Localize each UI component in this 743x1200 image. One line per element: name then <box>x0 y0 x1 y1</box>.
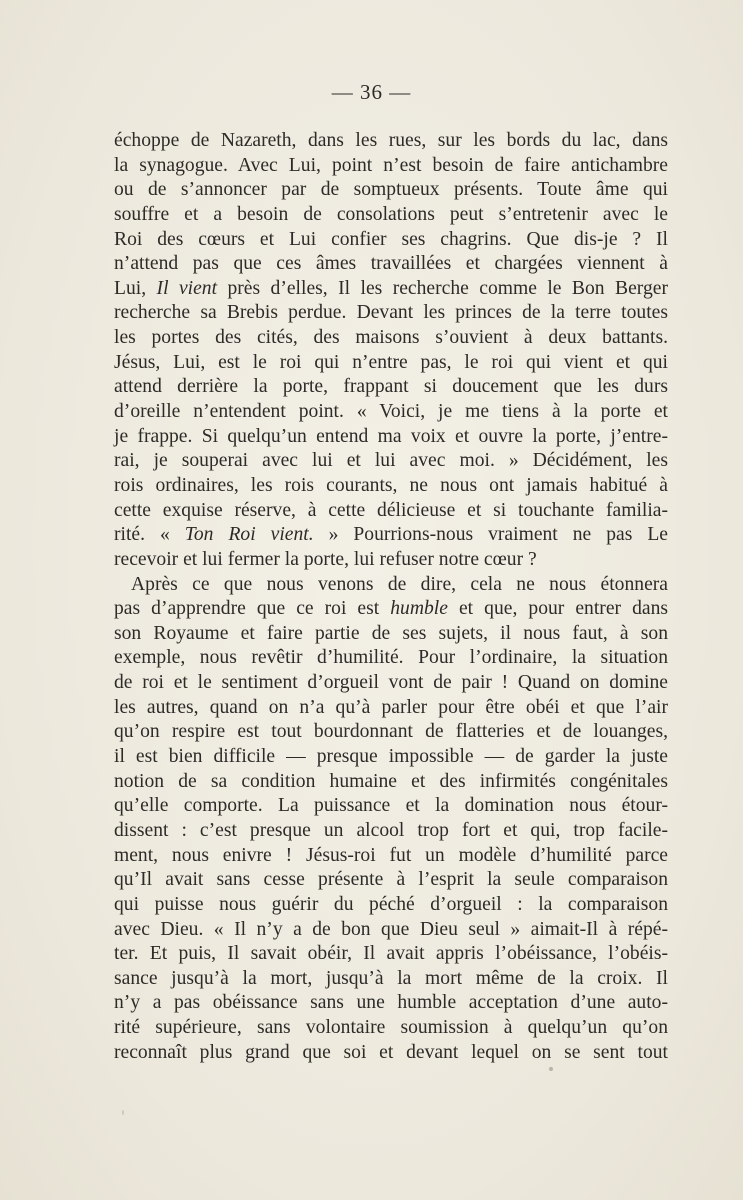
text-line-content: près d’elles, Il les recherche comme le Bon Berger <box>217 277 668 299</box>
text-line <box>114 203 668 228</box>
text-line <box>114 720 668 745</box>
text-line-content: rité supérieure, sans volontaire soumission à quelqu’un qu’on <box>114 1017 668 1039</box>
text-line <box>114 696 668 721</box>
text-line-content: souffre et a besoin de consolations peut s’entretenir avec le <box>114 203 668 225</box>
text-line <box>114 671 668 696</box>
text-line-content: » Pourrions-nous vraiment ne pas Le <box>313 524 668 546</box>
text-line <box>114 573 668 598</box>
text-line <box>114 228 668 253</box>
text-line-content: de roi et le sentiment d’orgueil vont de pair ! Quand on domine <box>114 672 668 694</box>
text-line-content: qu’Il avait sans cesse présente à l’esprit la seule comparaison <box>114 869 668 891</box>
text-line-content: Après ce que nous venons de dire, cela ne nous étonnera <box>131 573 668 595</box>
text-line <box>114 918 668 943</box>
text-line <box>114 499 668 524</box>
page-number: — 36 — <box>331 80 412 104</box>
text-line <box>114 991 668 1016</box>
text-line <box>114 1016 668 1041</box>
text-line-content: échoppe de Nazareth, dans les rues, sur les bords du lac, dans <box>114 130 668 151</box>
text-line-content: notion de sa condition humaine et des infirmités congénitales <box>114 770 668 792</box>
text-line-content: reconnaît plus grand que soi et devant lequel on se sent tout <box>114 1041 668 1063</box>
text-line <box>114 375 668 400</box>
paper-speck <box>549 1067 553 1071</box>
text-line-content: qui puisse nous guérir du péché d’orgueil : la comparaison <box>114 893 668 915</box>
text-line-content: d’oreille n’entendent point. « Voici, je me tiens à la porte et <box>114 401 668 423</box>
text-line <box>114 351 668 376</box>
italic-phrase: Il vient <box>156 277 218 299</box>
text-line <box>114 622 668 647</box>
text-line <box>114 967 668 992</box>
text-line-content: avec Dieu. « Il n’y a de bon que Dieu seul » aimait-Il à répé- <box>114 918 668 940</box>
text-line <box>114 844 668 869</box>
text-line <box>114 523 668 548</box>
text-line <box>114 154 668 179</box>
text-line <box>114 942 668 967</box>
italic-phrase: humble <box>390 598 448 620</box>
text-line-content: et que, pour entrer dans <box>447 598 668 620</box>
text-line-content: il est bien difficile — presque impossible — de garder la juste <box>114 746 668 768</box>
text-line <box>114 400 668 425</box>
text-line <box>114 893 668 918</box>
text-line-content: n’attend pas que ces âmes travaillées et chargées viennent à <box>114 253 668 275</box>
text-line-content: exemple, nous revêtir d’humilité. Pour l’ordinaire, la situation <box>114 647 668 669</box>
text-line-content: rois ordinaires, les rois courants, ne nous ont jamais habitué à <box>114 474 668 496</box>
text-line-content: rai, je souperai avec lui et lui avec moi. » Décidément, les <box>114 450 668 472</box>
text-line <box>114 301 668 326</box>
text-line <box>114 597 668 622</box>
text-line <box>114 277 668 302</box>
text-line-content: recevoir et lui fermer la porte, lui refuser notre cœur ? <box>114 548 537 570</box>
text-line <box>114 326 668 351</box>
text-line-content: les autres, quand on n’a qu’à parler pour être obéi et que l’air <box>114 696 668 718</box>
text-line-content: attend derrière la porte, frappant si doucement que les durs <box>114 376 668 398</box>
text-line-content: qu’elle comporte. La puissance et la domination nous étour- <box>114 795 668 817</box>
text-line-content: cette exquise réserve, à cette délicieuse et si touchante familia- <box>114 499 668 521</box>
text-line <box>114 819 668 844</box>
text-line-content: pas d’apprendre que ce roi est <box>114 598 391 620</box>
text-line-content: les portes des cités, des maisons s’ouvient à deux battants. <box>114 327 668 349</box>
paper-speck <box>122 1110 124 1115</box>
text-line-content: je frappe. Si quelqu’un entend ma voix et ouvre la porte, j’entre- <box>114 425 668 447</box>
text-line <box>114 449 668 474</box>
text-line <box>114 178 668 203</box>
text-line-content: ou de s’annoncer par de somptueux présents. Toute âme qui <box>114 179 668 201</box>
text-line <box>114 745 668 770</box>
text-line <box>114 868 668 893</box>
text-line-content: dissent : c’est presque un alcool trop fort et qui, trop facile- <box>114 819 668 841</box>
text-line <box>114 548 668 573</box>
text-line <box>114 129 668 154</box>
text-line-content: Roi des cœurs et Lui confier ses chagrins. Que dis-je ? Il <box>114 228 668 250</box>
text-line-content: rité. « <box>114 524 185 546</box>
body-text <box>114 129 668 1065</box>
text-line-content: n’y a pas obéissance sans une humble acceptation d’une auto- <box>114 992 668 1014</box>
text-line-content: recherche sa Brebis perdue. Devant les princes de la terre toutes <box>114 302 668 324</box>
text-line <box>114 1041 668 1066</box>
text-line <box>114 252 668 277</box>
text-line <box>114 646 668 671</box>
text-line <box>114 794 668 819</box>
text-line-content: la synagogue. Avec Lui, point n’est besoin de faire antichambre <box>114 154 668 176</box>
text-line-content: ment, nous enivre ! Jésus-roi fut un modèle d’humilité parce <box>114 844 668 866</box>
text-line-content: Jésus, Lui, est le roi qui n’entre pas, le roi qui vient et qui <box>114 351 668 373</box>
text-line-content: son Royaume et faire partie de ses sujets, il nous faut, à son <box>114 622 668 644</box>
text-line-content: qu’on respire est tout bourdonnant de flatteries et de louanges, <box>114 721 668 743</box>
text-line-content: Lui, <box>114 277 157 299</box>
text-line <box>114 474 668 499</box>
text-line <box>114 425 668 450</box>
text-line-content: sance jusqu’à la mort, jusqu’à la mort même de la croix. Il <box>114 967 668 989</box>
text-line-content: ter. Et puis, Il savait obéir, Il avait appris l’obéissance, l’obéis- <box>114 943 668 965</box>
italic-phrase: Ton Roi vient. <box>184 524 314 546</box>
text-line <box>114 770 668 795</box>
